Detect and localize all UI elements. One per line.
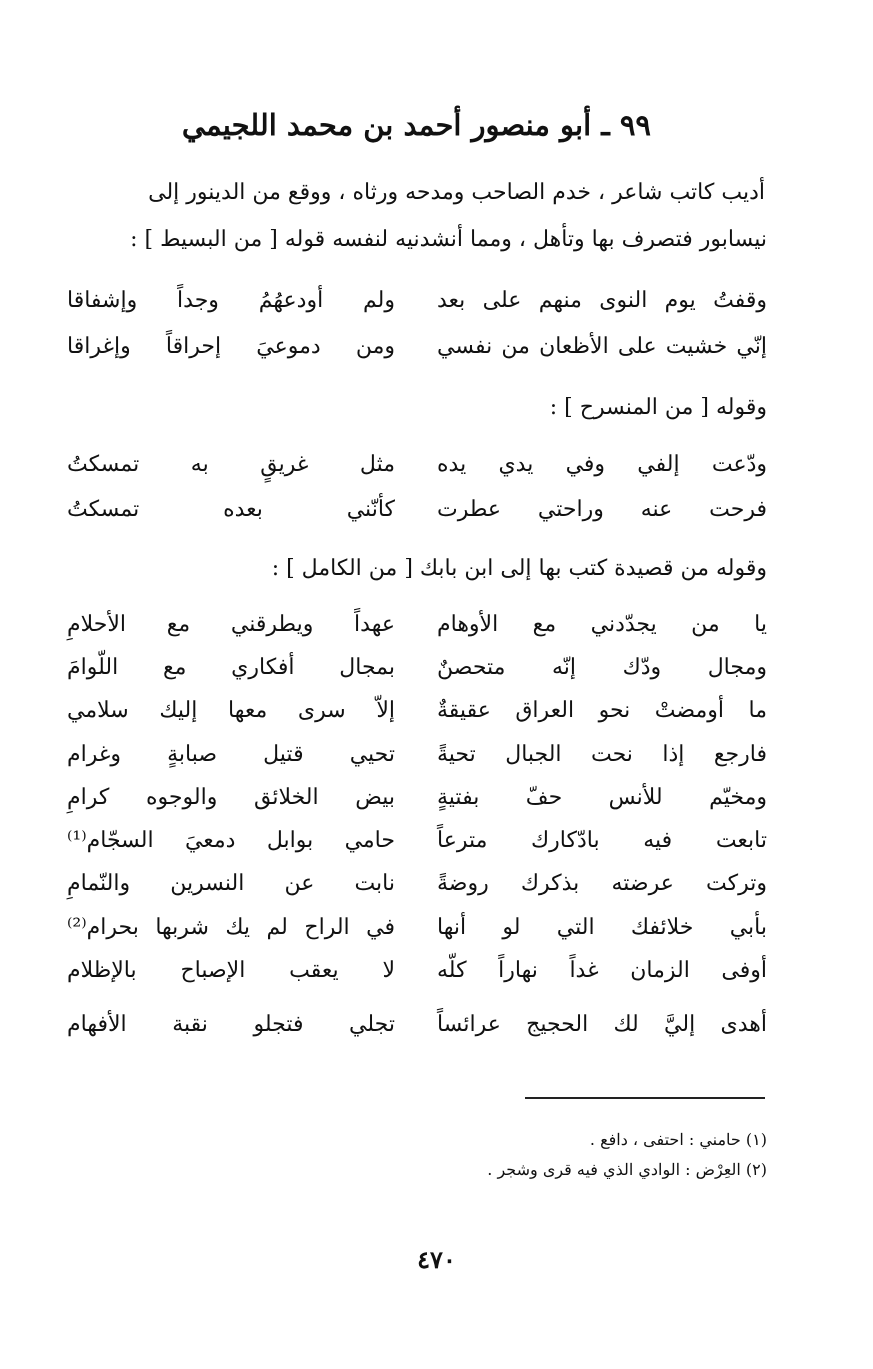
verse-line xyxy=(67,828,767,868)
verse-line xyxy=(67,742,767,782)
verse-line xyxy=(67,915,767,955)
verse-second-hemistich: كأنّني بعده تمسكتُ xyxy=(67,497,395,522)
verse-line xyxy=(67,452,767,492)
verse-first-hemistich: فارجع إذا نحت الجبال تحيةً xyxy=(437,742,767,767)
verse-first-hemistich: أوفى الزمان غداً نهاراً كلّه xyxy=(437,958,767,983)
verse-second-hemistich: بمجال أفكاري مع اللّوامَ xyxy=(67,655,395,680)
intro-line-2: نيسابور فتصرف بها وتأهل ، ومما أنشدنيه لنفسه قوله [ من البسيط ] : xyxy=(130,227,767,252)
verse-first-hemistich: يا من يجدّدني مع الأوهام xyxy=(437,612,767,637)
verse-second-hemistich: تجلي فتجلو نقبة الأفهام xyxy=(67,1012,395,1037)
verse-first-hemistich: تابعت فيه بادّكارك مترعاً xyxy=(437,828,767,853)
verse-second-hemistich: مثل غريقٍ به تمسكتُ xyxy=(67,452,395,477)
verse-second-hemistich: بيض الخلائق والوجوه كرامِ xyxy=(67,785,395,810)
verse-first-hemistich: ما أومضتْ نحو العراق عقيقةٌ xyxy=(437,698,767,723)
verse-first-hemistich: وتركت عرضته بذكرك روضةً xyxy=(437,871,767,896)
verse-line xyxy=(67,497,767,537)
verse-second-hemistich: لا يعقب الإصباح بالإظلام xyxy=(67,958,395,983)
verse-second-hemistich: حامي بوابل دمعيَ السجّام⁽¹⁾ xyxy=(67,828,395,853)
verse-first-hemistich: أهدى إليَّ لك الحجيج عرائساً xyxy=(437,1012,767,1037)
footnote-divider xyxy=(525,1097,765,1099)
footnote-2: (٢) العِرْض : الوادي الذي فيه قرى وشجر . xyxy=(487,1160,767,1179)
verse-line xyxy=(67,288,767,328)
verse-line xyxy=(67,958,767,998)
verse-first-hemistich: ومجال ودّك إنّه متحصنٌ xyxy=(437,655,767,680)
verse-line xyxy=(67,785,767,825)
intro-line-4: وقوله من قصيدة كتب بها إلى ابن بابك [ من الكامل ] : xyxy=(271,556,767,581)
intro-line-1: أديب كاتب شاعر ، خدم الصاحب ومدحه ورثاه ، ووقع من الدينور إلى xyxy=(148,180,765,205)
footnote-1: (١) حامني : احتفى ، دافع . xyxy=(589,1130,767,1149)
verse-first-hemistich: ومخيّم للأنس حفّ بفتيةٍ xyxy=(437,785,767,810)
section-heading: ٩٩ ـ أبو منصور أحمد بن محمد اللجيمي xyxy=(181,108,651,142)
verse-line xyxy=(67,1012,767,1052)
intro-line-3: وقوله [ من المنسرح ] : xyxy=(549,395,767,420)
verse-line xyxy=(67,655,767,695)
verse-line xyxy=(67,698,767,738)
verse-second-hemistich: في الراح لم يك شربها بحرام⁽²⁾ xyxy=(67,915,395,940)
verse-line xyxy=(67,612,767,652)
verse-second-hemistich: ولم أودعهُمُ وجداً وإشفاقا xyxy=(67,288,395,313)
verse-second-hemistich: تحيي قتيل صبابةٍ وغرام xyxy=(67,742,395,767)
verse-second-hemistich: عهداً ويطرقني مع الأحلامِ xyxy=(67,612,395,637)
verse-first-hemistich: وقفتُ يوم النوى منهم على بعد xyxy=(437,288,767,313)
verse-first-hemistich: فرحت عنه وراحتي عطرت xyxy=(437,497,767,522)
page-number: ٤٧٠ xyxy=(417,1245,456,1274)
verse-second-hemistich: نابت عن النسرين والنّمامِ xyxy=(67,871,395,896)
verse-second-hemistich: ومن دموعيَ إحراقاً وإغراقا xyxy=(67,334,395,359)
verse-first-hemistich: بأبي خلائفك التي لو أنها xyxy=(437,915,767,940)
verse-line xyxy=(67,871,767,911)
verse-first-hemistich: إنّي خشيت على الأظعان من نفسي xyxy=(437,334,767,359)
verse-second-hemistich: إلاّ سرى معها إليك سلامي xyxy=(67,698,395,723)
verse-first-hemistich: ودّعت إلفي وفي يدي يده xyxy=(437,452,767,477)
verse-line xyxy=(67,334,767,374)
